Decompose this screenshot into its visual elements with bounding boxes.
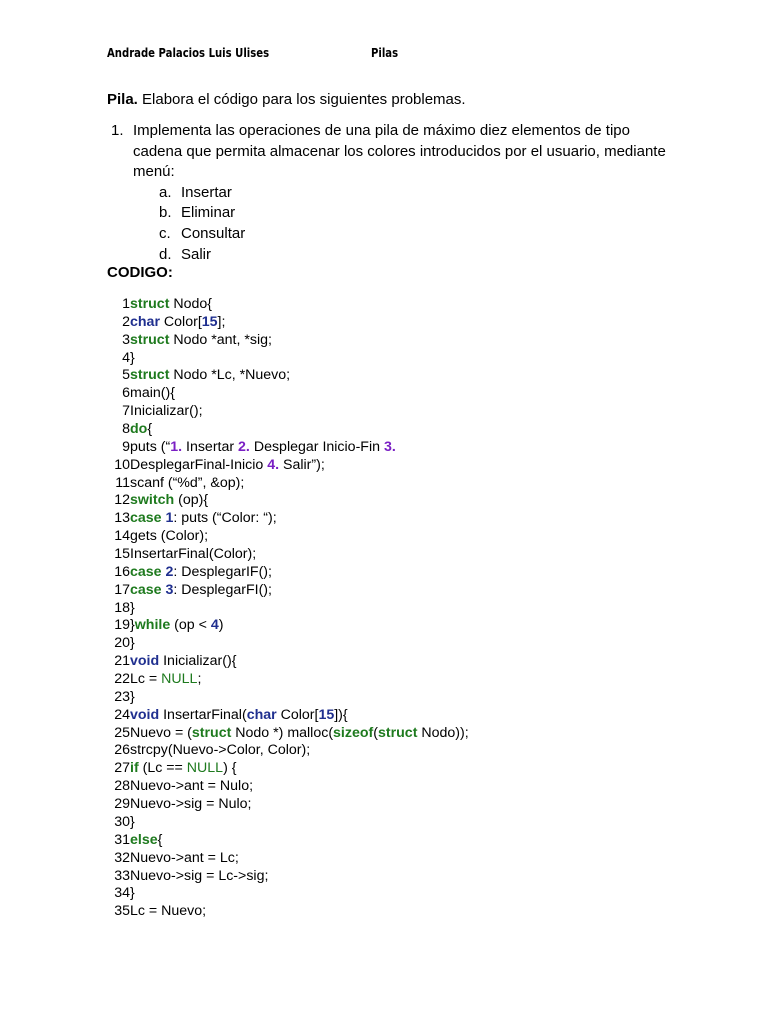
code-text: : puts (“Color: “); (173, 510, 277, 527)
code-text: Lc = (130, 671, 162, 688)
code-text: scanf (“%d”, &op); (130, 474, 245, 491)
line-number: 16 (114, 563, 130, 580)
code-source (130, 707, 348, 725)
code-text: } (130, 688, 135, 705)
option-item (159, 203, 671, 224)
line-number: 35 (114, 903, 130, 920)
line-number: 20 (114, 635, 130, 652)
code-number: 4 (210, 617, 219, 634)
code-type: void (130, 653, 160, 670)
code-keyword: switch (130, 492, 175, 509)
code-text: InsertarFinal( (159, 706, 247, 723)
line-number: 14 (114, 528, 130, 545)
line-number: 10 (114, 456, 130, 473)
line-number: 6 (122, 385, 130, 402)
code-keyword: else (130, 831, 158, 848)
code-source (130, 367, 290, 385)
code-source (130, 439, 396, 457)
code-line (107, 421, 153, 439)
option-label: Consultar (181, 224, 246, 242)
code-type: char (246, 706, 277, 723)
line-number: 7 (122, 403, 130, 420)
task-description: Implementa las operaciones de una pila de máximo diez elementos de tipo cadena que permita almacenar los colores introducidos por el usuario, mediante menú: (133, 122, 666, 181)
code-source (130, 617, 223, 635)
code-line (107, 849, 239, 868)
code-line (107, 688, 135, 707)
line-number: 9 (122, 438, 130, 455)
line-number: 19 (114, 617, 130, 634)
code-source (130, 868, 268, 886)
code-text: Color[ (159, 313, 202, 330)
line-number: 17 (114, 581, 130, 598)
code-text: Nuevo->ant = Lc; (130, 849, 239, 866)
code-line (107, 510, 277, 528)
line-number: 32 (114, 849, 130, 866)
code-line (107, 581, 272, 600)
code-source (130, 528, 208, 546)
code-text: { (147, 421, 153, 438)
code-source (130, 635, 135, 653)
code-line (107, 831, 163, 850)
code-text: Nodo{ (169, 296, 213, 312)
code-keyword: case (130, 563, 162, 580)
line-number: 5 (122, 367, 130, 384)
line-number: 3 (122, 331, 130, 348)
code-line (107, 617, 224, 635)
code-text: DesplegarFinal-Inicio (130, 456, 268, 473)
code-line (107, 563, 272, 582)
code-text: Nuevo = ( (130, 724, 192, 741)
code-line (107, 349, 135, 368)
code-number: 15 (201, 313, 218, 330)
code-line (107, 706, 348, 725)
code-source (130, 332, 272, 350)
code-type: char (130, 313, 160, 330)
option-label: Salir (181, 245, 212, 263)
line-number: 13 (114, 510, 130, 527)
option-item (159, 224, 671, 245)
code-text: Insertar (182, 438, 239, 455)
code-number: 2 (165, 563, 174, 580)
line-number: 4 (122, 349, 130, 366)
code-keyword: while (134, 617, 171, 634)
code-line (107, 313, 226, 332)
code-text: Lc = Nuevo; (130, 903, 207, 920)
line-number: 30 (114, 813, 130, 830)
code-line (107, 474, 245, 493)
option-letter: a. (159, 183, 172, 201)
code-constant: NULL (186, 760, 224, 777)
code-line (107, 778, 254, 796)
code-source (130, 385, 175, 403)
line-number: 27 (114, 760, 130, 777)
code-text: : DesplegarIF(); (173, 563, 272, 580)
code-source (130, 492, 208, 510)
code-constant: NULL (161, 671, 198, 688)
header-author: Andrade Palacios Luis Ulises (107, 46, 270, 60)
code-source (130, 814, 135, 832)
code-source (130, 653, 236, 671)
code-line (107, 742, 311, 760)
code-keyword: struct (378, 724, 418, 741)
code-line (107, 331, 272, 350)
code-source (130, 403, 203, 421)
code-source (130, 296, 212, 314)
option-letter: d. (159, 245, 172, 263)
line-number: 2 (122, 313, 130, 330)
code-line (107, 367, 291, 385)
code-keyword: struct (130, 296, 170, 312)
option-letter: b. (159, 204, 172, 222)
code-source (130, 760, 236, 778)
code-text: Inicializar(); (130, 403, 203, 420)
code-text: Nodo *Lc, *Nuevo; (169, 367, 291, 384)
line-number: 29 (114, 796, 130, 813)
code-text: Inicializar(){ (159, 653, 237, 670)
line-number: 24 (114, 706, 130, 723)
code-source (130, 457, 325, 475)
intro-text: Elabora el código para los siguientes problemas. (137, 91, 466, 108)
task-number: 1. (111, 122, 124, 139)
code-source (130, 796, 251, 814)
code-number: 15 (318, 706, 335, 723)
code-line (107, 296, 213, 314)
code-line (107, 385, 175, 403)
option-list (159, 183, 671, 265)
line-number: 1 (122, 296, 130, 312)
code-text: (op < (170, 617, 211, 634)
code-source (130, 510, 277, 528)
code-source (130, 600, 135, 618)
code-text: } (130, 635, 135, 652)
code-text: Color[ (276, 706, 319, 723)
code-source (130, 564, 272, 582)
code-source (130, 885, 135, 903)
option-letter: c. (159, 224, 171, 242)
code-keyword: struct (191, 724, 232, 741)
code-source (130, 671, 201, 689)
code-text: strcpy(Nuevo->Color, Color); (130, 742, 311, 759)
code-source (130, 314, 225, 332)
code-source (130, 421, 152, 439)
code-text: } (130, 617, 135, 634)
code-text: (op){ (174, 492, 209, 509)
line-number: 33 (114, 867, 130, 884)
line-number: 21 (114, 653, 130, 670)
code-text: Salir”); (279, 456, 325, 473)
line-number: 34 (114, 885, 130, 902)
option-label: Insertar (181, 183, 232, 201)
line-number: 23 (114, 688, 130, 705)
task-item (111, 121, 671, 265)
code-text: } (130, 599, 135, 616)
code-keyword: sizeof (333, 724, 374, 741)
code-line (107, 653, 237, 671)
line-number: 25 (114, 724, 130, 741)
code-text: Nuevo->sig = Lc->sig; (130, 867, 269, 884)
code-listing (107, 296, 469, 921)
option-label: Eliminar (181, 204, 236, 222)
code-line (107, 546, 257, 564)
code-keyword: case (130, 510, 162, 527)
code-text: } (130, 349, 135, 366)
code-text: } (130, 813, 135, 830)
code-line (107, 671, 202, 689)
code-type: void (130, 706, 160, 723)
code-line (107, 796, 252, 814)
code-line (107, 885, 135, 903)
code-line (107, 760, 237, 778)
code-text: main(){ (130, 385, 175, 402)
code-keyword: case (130, 581, 162, 598)
code-line (107, 492, 209, 510)
code-text: Nuevo->ant = Nulo; (130, 778, 254, 795)
code-text: ) { (223, 760, 237, 777)
code-source (130, 742, 310, 760)
code-text: ]; (217, 313, 226, 330)
line-number: 28 (114, 778, 130, 795)
code-source (130, 582, 272, 600)
line-number: 18 (114, 599, 130, 616)
option-item (159, 183, 671, 204)
line-number: 8 (122, 421, 130, 438)
code-menu-number: 2. (238, 438, 250, 455)
code-source (130, 475, 244, 493)
code-text: InsertarFinal(Color); (130, 546, 257, 563)
code-source (130, 903, 206, 921)
code-text: Nodo)); (417, 724, 469, 741)
code-text: { (157, 831, 163, 848)
code-line (107, 903, 207, 921)
code-source (130, 778, 253, 796)
code-text: ( (373, 724, 378, 741)
intro-paragraph (107, 91, 466, 108)
code-line (107, 528, 209, 546)
code-menu-number: 4. (267, 456, 280, 473)
code-source (130, 725, 469, 743)
header-topic: Pilas (371, 46, 399, 60)
code-text: Nuevo->sig = Nulo; (130, 796, 252, 813)
code-text: Nodo *) malloc( (231, 724, 334, 741)
task-text-block (133, 121, 671, 265)
code-source (130, 850, 239, 868)
intro-label: Pila. (107, 91, 138, 108)
code-line (107, 635, 135, 653)
code-heading: CODIGO: (107, 264, 173, 281)
code-text: ]){ (334, 706, 348, 723)
code-line (107, 599, 135, 618)
code-number: 1 (165, 510, 174, 527)
code-line (107, 813, 135, 832)
code-text: (Lc == (138, 760, 187, 777)
code-text: ; (197, 671, 202, 688)
line-number: 15 (114, 546, 130, 563)
code-text: Nodo *ant, *sig; (169, 331, 272, 348)
code-text: : DesplegarFI(); (173, 581, 272, 598)
code-keyword: do (130, 421, 148, 438)
code-menu-number: 3. (383, 438, 396, 455)
code-line (107, 403, 203, 421)
code-line (107, 438, 396, 457)
code-source (130, 546, 256, 564)
code-source (130, 689, 135, 707)
line-number: 31 (114, 831, 130, 848)
option-item (159, 245, 671, 266)
code-line (107, 867, 269, 886)
code-menu-number: 1. (170, 438, 183, 455)
code-text: gets (Color); (130, 528, 209, 545)
code-line (107, 456, 325, 475)
code-source (130, 832, 162, 850)
code-text: ) (218, 617, 224, 634)
code-line (107, 724, 469, 743)
code-source (130, 350, 135, 368)
line-number: 12 (114, 492, 130, 509)
code-text: Desplegar Inicio-Fin (249, 438, 384, 455)
line-number: 11 (115, 474, 130, 491)
code-keyword: if (130, 760, 139, 777)
line-number: 22 (114, 671, 130, 688)
code-text: puts (“ (130, 438, 171, 455)
code-keyword: struct (130, 367, 170, 384)
code-keyword: struct (130, 331, 170, 348)
code-number: 3 (165, 581, 174, 598)
code-text: } (130, 885, 135, 902)
line-number: 26 (114, 742, 130, 759)
